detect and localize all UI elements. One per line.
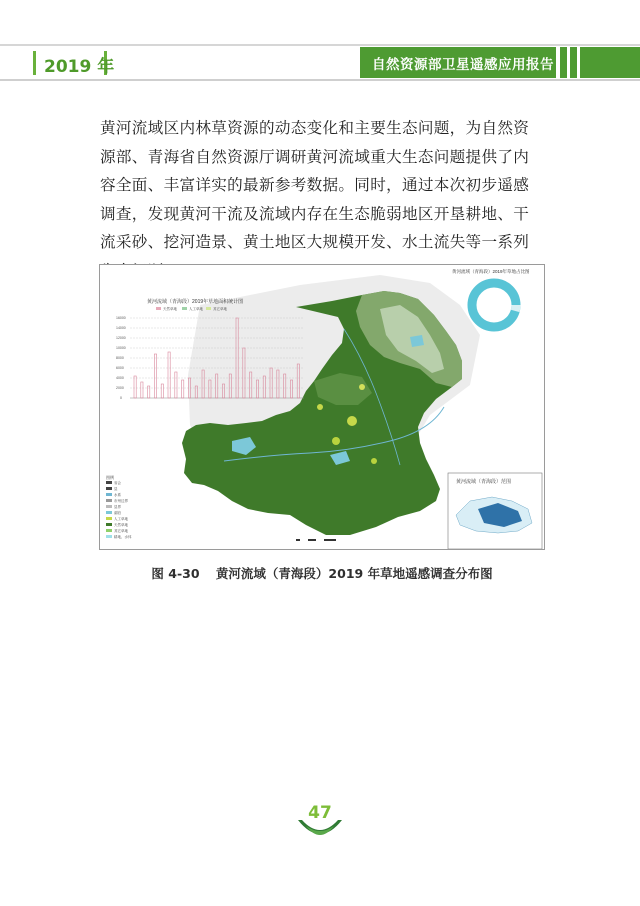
artificial-grass-patch — [317, 404, 323, 410]
inset-map — [448, 473, 542, 549]
header-stripe — [570, 47, 577, 78]
y-tick: 8000 — [116, 356, 124, 360]
legend-swatch — [206, 307, 211, 310]
legend-swatch — [106, 517, 112, 520]
y-tick: 6000 — [116, 366, 124, 370]
legend-item: 人工草地 — [114, 517, 128, 521]
artificial-grass-patch — [332, 437, 340, 445]
lake — [410, 335, 424, 347]
legend-swatch — [156, 307, 161, 310]
header-top-rule — [0, 44, 640, 46]
y-tick: 4000 — [116, 376, 124, 380]
legend-item: 耕地、水体 — [114, 535, 132, 539]
y-tick: 2000 — [116, 386, 124, 390]
y-tick: 10000 — [116, 346, 126, 350]
y-tick: 14000 — [116, 326, 126, 330]
page-number: 47 — [308, 803, 332, 823]
legend-item: 其它草地 — [114, 529, 128, 533]
header-stripe — [560, 47, 567, 78]
legend-swatch — [106, 493, 112, 496]
donut-title: 黄河流域（青海段）2019年草地占比图 — [452, 269, 530, 274]
figure-title: 黄河流域（青海段）2019 年草地遥感调查分布图 — [215, 566, 493, 581]
artificial-grass-patch — [347, 416, 357, 426]
legend-swatch — [106, 481, 112, 484]
legend-swatch — [106, 535, 112, 538]
inset-title: 黄河流域（青海段）范围 — [456, 480, 512, 485]
legend-swatch — [106, 523, 112, 526]
legend-item: 湖泊 — [114, 511, 121, 515]
header-year: 2019 年 — [44, 57, 115, 77]
body-paragraph: 黄河流域区内林草资源的动态变化和主要生态问题，为自然资源部、青海省自然资源厅调研黄河流域重大生态问题提供了内容全面、丰富详实的最新参考数据。同时，通过本次初步遥感调查，发现黄河干流及流域内存在生态脆弱地区开垦耕地、干流采砂、挖河造景、黄土地区大规模开发、水土流失等一系列 — [100, 119, 530, 251]
artificial-grass-patch — [359, 384, 365, 390]
legend-item: 县界 — [114, 505, 121, 509]
legend-swatch — [106, 529, 112, 532]
y-tick: 16000 — [116, 316, 126, 320]
header-stripe — [580, 47, 640, 78]
map-figure-graphic — [100, 265, 544, 549]
bar-legend-item: 其它草地 — [213, 307, 227, 311]
y-tick: 12000 — [116, 336, 126, 340]
legend-item: 县 — [114, 487, 118, 491]
bar-chart-title: 黄河流域（青海段）2019年草地面积统计图 — [147, 299, 244, 305]
y-tick: 0 — [120, 396, 122, 400]
scale-bar — [296, 539, 336, 541]
legend-title: 图例 — [106, 475, 114, 480]
figure-caption — [99, 564, 545, 582]
body-text — [100, 114, 544, 285]
header-left-bar — [33, 51, 36, 75]
legend-swatch — [106, 505, 112, 508]
legend-item: 水系 — [114, 493, 121, 497]
legend-swatch — [106, 487, 112, 490]
map-figure — [99, 264, 545, 550]
artificial-grass-patch — [371, 458, 377, 464]
bar-legend-item: 人工草地 — [189, 307, 203, 311]
legend-item: 市州边界 — [114, 499, 128, 503]
legend-swatch — [106, 511, 112, 514]
legend-item: 天然草地 — [114, 523, 128, 527]
legend-item: 省会 — [114, 481, 121, 485]
figure-number: 图 4-30 — [151, 566, 200, 581]
header-report-title: 自然资源部卫星遥感应用报告 — [372, 57, 554, 73]
legend-swatch — [106, 499, 112, 502]
legend-swatch — [182, 307, 187, 310]
header-bottom-rule — [0, 79, 640, 81]
bar-legend-item: 天然草地 — [163, 307, 177, 311]
